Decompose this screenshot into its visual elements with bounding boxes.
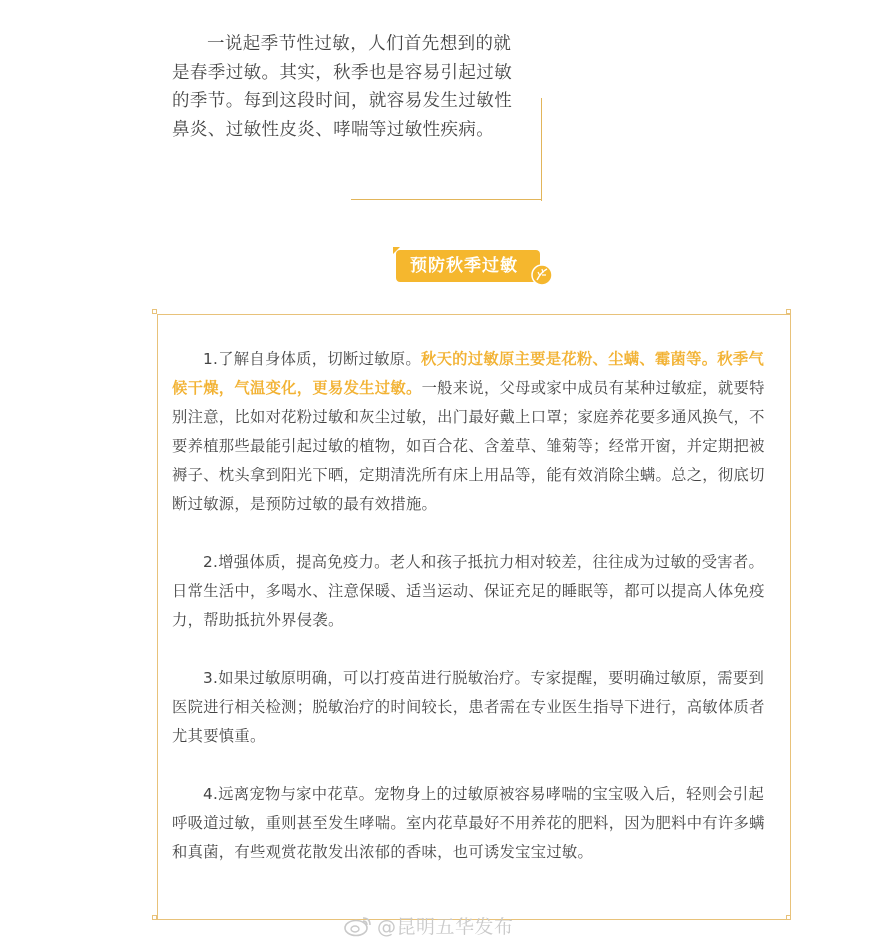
prevention-tips	[172, 345, 776, 896]
tip-1	[172, 345, 776, 519]
source-watermark	[343, 912, 514, 939]
frame-corner-bottom-right	[786, 915, 791, 920]
intro-decor-horizontal-line	[351, 199, 542, 200]
autumn-leaf-icon	[530, 261, 554, 287]
section-title-tag: 预防秋季过敏	[396, 250, 540, 282]
frame-corner-bottom-left	[152, 915, 157, 920]
tip-1-body: 一般来说，父母或家中成员有某种过敏症，就要特别注意，比如对花粉过敏和灰尘过敏，出门最好戴上口罩；家庭养花要多通风换气，不要养植那些最能引起过敏的植物，如百合花、含羞草、雏菊等；经常开窗，并定期把被褥子、枕头拿到阳光下晒，定期清洗所有床上用品等，能有效消除尘螨。总之，彻底切断过敏源，是预防过敏的最有效措施。	[172, 379, 765, 513]
tip-1-highlight: 秋天的过敏原主要是花粉、尘螨、霉菌等。秋季气候干燥，气温变化，更易发生过敏。	[172, 350, 765, 397]
tip-4: 4.远离宠物与家中花草。宠物身上的过敏原被容易哮喘的宝宝吸入后，轻则会引起呼吸道过敏，重则甚至发生哮喘。室内花草最好不用养花的肥料，因为肥料中有许多螨和真菌，有些观赏花散发出浓郁的香味，也可诱发宝宝过敏。	[172, 785, 765, 861]
frame-corner-top-right	[786, 309, 791, 314]
intro-paragraph: 一说起季节性过敏，人们首先想到的就是春季过敏。其实，秋季也是容易引起过敏的季节。每到这段时间，就容易发生过敏性鼻炎、过敏性皮炎、哮喘等过敏性疾病。	[172, 34, 513, 140]
intro-decor-vertical-line	[541, 98, 542, 201]
frame-corner-top-left	[152, 309, 157, 314]
tip-3: 3.如果过敏原明确，可以打疫苗进行脱敏治疗。专家提醒，要明确过敏原，需要到医院进行相关检测；脱敏治疗的时间较长，患者需在专业医生指导下进行，高敏体质者尤其要慎重。	[172, 669, 765, 745]
watermark-text: @昆明五华发布	[377, 916, 514, 938]
tip-2: 2.增强体质，提高免疫力。老人和孩子抵抗力相对较差，往往成为过敏的受害者。日常生活中，多喝水、注意保暖、适当运动、保证充足的睡眠等，都可以提高人体免疫力，帮助抵抗外界侵袭。	[172, 553, 765, 629]
tip-1-heading: 1.了解自身体质，切断过敏原。	[203, 350, 421, 368]
weibo-icon	[343, 915, 373, 937]
